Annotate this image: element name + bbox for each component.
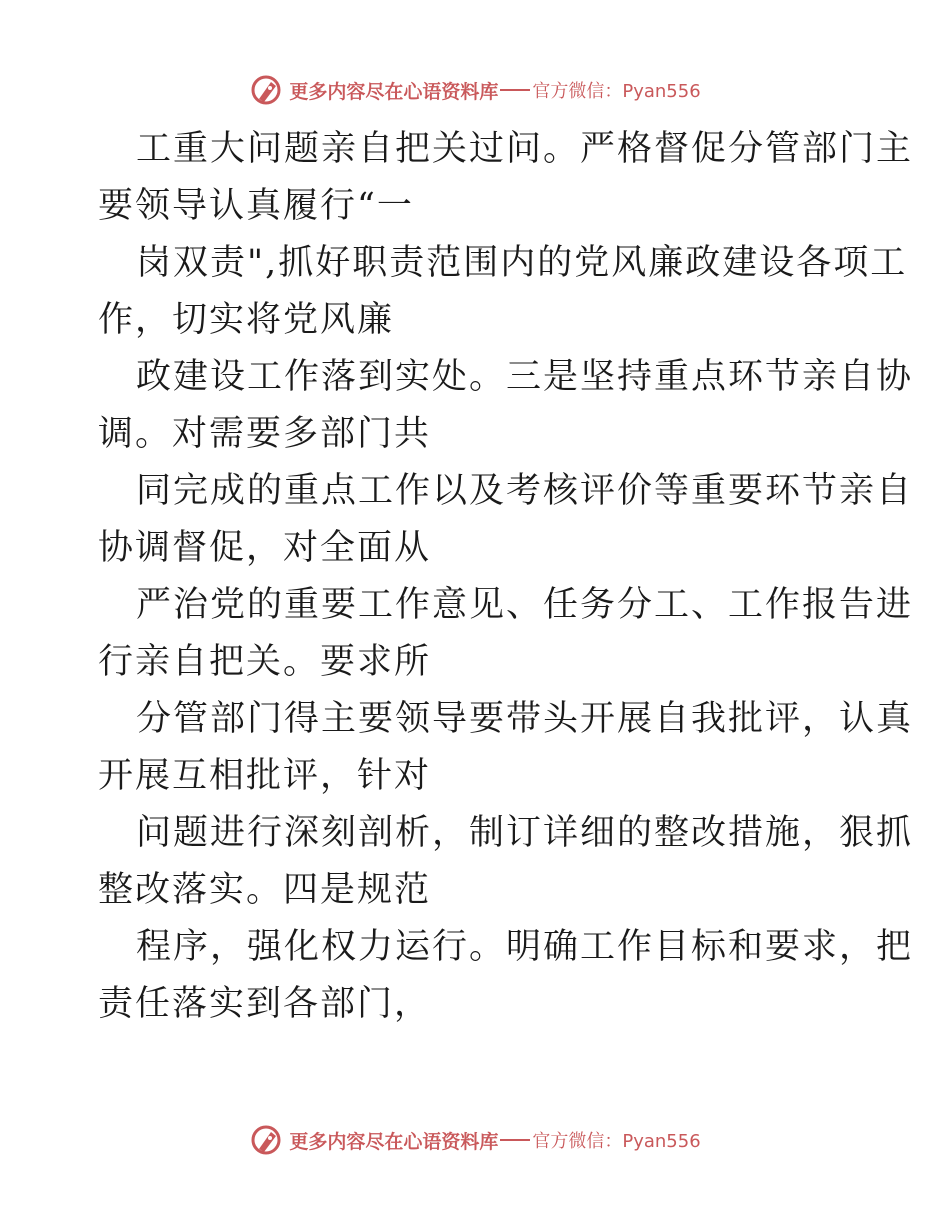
paragraph-line: 调。对需要多部门共 [98,414,432,454]
banner-title: 更多内容尽在心语资料库 [289,1130,499,1153]
paragraph [98,349,914,463]
banner-dash [500,1139,530,1141]
paragraph-line: 作，切实将党风廉 [98,300,395,340]
paragraph-line: 开展互相批评，针对 [98,756,432,796]
banner-wechat: 官方微信：Pyan556 [532,81,701,102]
footer-banner [0,1120,950,1160]
paragraph [98,805,914,919]
paragraph-line: 严治党的重要工作意见、任务分工、工作报告进 [136,585,914,625]
paragraph-line: 整改落实。四是规范 [98,870,432,910]
paragraph-line: 程序，强化权力运行。明确工作目标和要求，把 [136,927,914,967]
paragraph-line: 同完成的重点工作以及考核评价等重要环节亲自 [136,471,914,511]
paragraph-line: 岗双责",抓好职责范围内的党风廉政建设各项工 [136,243,908,283]
paragraph-line: 政建设工作落到实处。三是坚持重点环节亲自协 [136,357,914,397]
banner-dash [500,89,530,91]
header-banner [0,70,950,110]
banner-title: 更多内容尽在心语资料库 [289,80,499,103]
banner-wechat: 官方微信：Pyan556 [532,1131,701,1152]
paragraph [98,919,914,1033]
paragraph [98,463,914,577]
paragraph-line: 行亲自把关。要求所 [98,642,432,682]
document-body [98,121,914,1033]
pen-nib-logo-icon [249,1123,283,1157]
paragraph-line: 协调督促，对全面从 [98,528,432,568]
paragraph [98,577,914,691]
paragraph [98,235,908,349]
paragraph-line: 责任落实到各部门， [98,984,432,1024]
paragraph-line: 问题进行深刻剖析，制订详细的整改措施，狠抓 [136,813,914,853]
paragraph-line: 分管部门得主要领导要带头开展自我批评，认真 [136,699,914,739]
paragraph [98,121,914,235]
paragraph-line: 要领导认真履行“一 [98,186,414,226]
paragraph [98,691,914,805]
pen-nib-logo-icon [249,73,283,107]
paragraph-line: 工重大问题亲自把关过问。严格督促分管部门主 [136,129,914,169]
